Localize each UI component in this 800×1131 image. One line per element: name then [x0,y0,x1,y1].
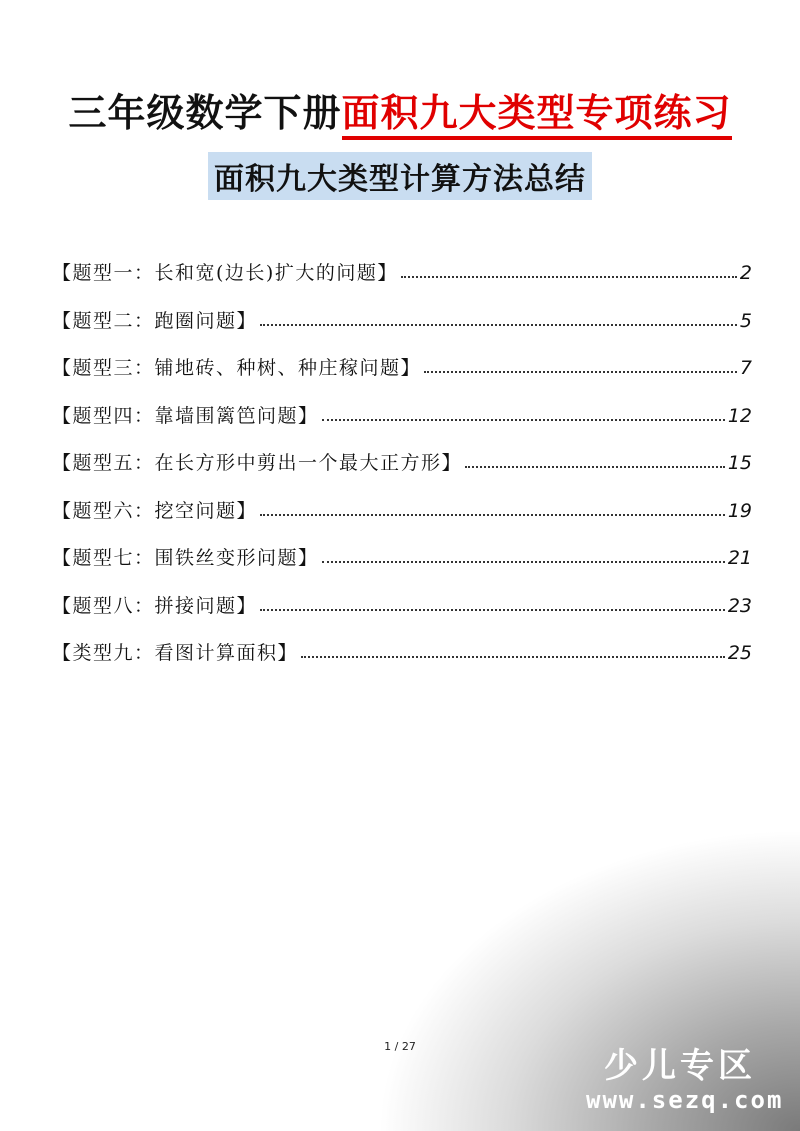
toc-entry-label: 【题型五：在长方形中剪出一个最大正方形】 [52,452,463,474]
toc-dot-leader [301,654,725,658]
title-grade-part: 三年级数学下册 [68,91,342,135]
toc-entry-7[interactable] [52,543,752,591]
table-of-contents [52,258,752,686]
toc-entry-label: 【题型二：跑圈问题】 [52,309,258,332]
toc-entry-label: 【题型三：铺地砖、种树、种庄稼问题】 [52,357,422,379]
toc-entry-5[interactable] [52,448,752,496]
toc-entry-page: 23 [727,594,752,617]
toc-entry-2[interactable] [52,306,752,354]
toc-entry-page: 21 [727,547,752,569]
toc-entry-9[interactable] [52,638,752,686]
document-subtitle: 面积九大类型计算方法总结 [208,152,592,200]
toc-dot-leader [260,322,737,326]
toc-entry-page: 15 [727,452,752,474]
watermark-url: www.sezq.com [586,1086,784,1114]
toc-entry-label: 【题型八：拼接问题】 [52,594,258,617]
toc-dot-leader [260,607,725,611]
toc-entry-6[interactable] [52,496,752,544]
toc-entry-1[interactable] [52,258,752,306]
toc-dot-leader [424,369,737,373]
toc-entry-label: 【题型四：靠墙围篱笆问题】 [52,404,319,427]
page-number: 1 / 27 [384,1040,416,1053]
toc-entry-page: 25 [727,642,752,664]
toc-dot-leader [322,417,725,421]
toc-entry-8[interactable] [52,591,752,639]
toc-entry-page: 12 [727,404,752,427]
toc-entry-page: 2 [739,262,752,284]
toc-entry-page: 7 [739,357,752,379]
toc-entry-4[interactable] [52,401,752,449]
toc-entry-label: 【题型六：挖空问题】 [52,499,258,522]
toc-entry-page: 5 [739,309,752,332]
toc-dot-leader [260,512,725,516]
toc-entry-page: 19 [727,499,752,522]
toc-entry-label: 【题型一：长和宽(边长)扩大的问题】 [52,262,398,284]
toc-dot-leader [322,559,725,563]
toc-entry-3[interactable] [52,353,752,401]
title-topic-part: 面积九大类型专项练习 [342,91,732,140]
document-title [0,82,800,137]
watermark-logo-text: 少儿专区 [604,1046,756,1086]
toc-entry-label: 【题型七：围铁丝变形问题】 [52,547,319,569]
toc-dot-leader [465,464,725,468]
toc-dot-leader [401,274,737,278]
toc-entry-label: 【类型九：看图计算面积】 [52,642,299,664]
